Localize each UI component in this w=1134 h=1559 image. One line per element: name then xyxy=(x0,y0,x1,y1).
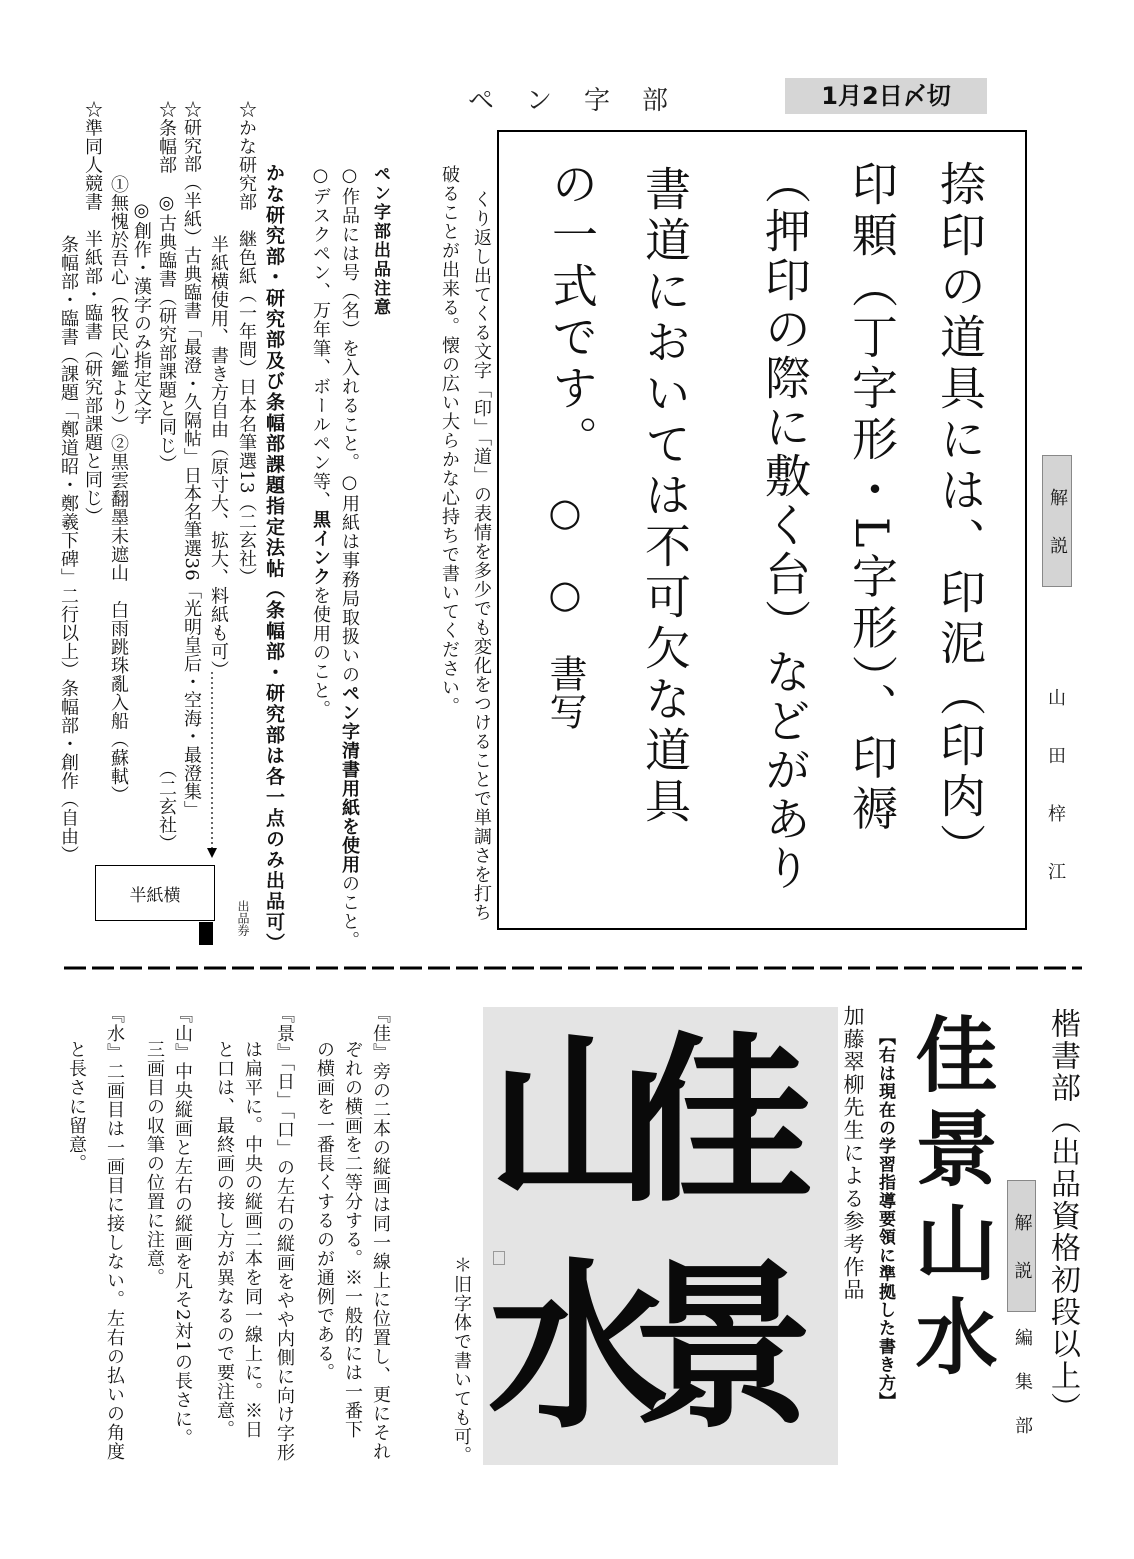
pen-sample-signature: ○ ○ 書写 xyxy=(543,490,587,730)
assignment-line: ☆研究部（半紙）古典臨書「最澄・久隔帖」日本名筆選36「光明皇后・空海・最澄集」 xyxy=(181,100,202,819)
reference-calligraphy-image xyxy=(483,1007,838,1465)
calligraphy-char: 山 xyxy=(488,1016,669,1227)
explanation-line: ぞれの横画を二等分する。※一般的には一番下 xyxy=(342,1040,363,1439)
explanation-line: と口は、最終画の接し方が異なるので要注意。 xyxy=(214,1040,235,1439)
explanation-line: と長さに留意。 xyxy=(66,1040,87,1173)
calligraphy-char: 佳 xyxy=(633,1016,814,1227)
notes-title: ペン字部出品注意 xyxy=(370,165,390,317)
pen-section-heading: ペン字部 xyxy=(468,86,701,116)
note-item xyxy=(340,165,358,950)
commentary-label: 解説 xyxy=(1047,488,1068,584)
calligraphy-char: 景 xyxy=(633,1242,814,1453)
assignment-line: ☆条幅部 ◎古典臨書（研究部課題と同じ） xyxy=(156,100,177,473)
explanation-line: 『水』二画目は一画目に接しない。左右の払いの角度 xyxy=(104,1005,125,1461)
entry-ticket-label: 出品券 xyxy=(236,900,250,936)
note-text: を使用のこと。 xyxy=(310,586,331,719)
explanation-line: 『山』中央縦画と左右の縦画を凡そ2対1の長さに。 xyxy=(172,1005,193,1448)
dotted-arrow-icon xyxy=(200,668,224,864)
assignment-line: ☆かな研究部 継色紙（一年間）日本名筆選13（二玄社） xyxy=(236,100,257,587)
guideline-note: 【右は現在の学習指導要領に準拠した書き方】 xyxy=(875,1028,895,1411)
assignment-line: ☆準同人競書 半紙部・臨書（研究部課題と同じ） xyxy=(82,100,103,526)
note-text: ○作品には号（名）を入れること。○用紙は事務局取扱いの xyxy=(339,165,360,684)
pen-sample-line: の一式です。 xyxy=(545,160,599,466)
commentary-label-badge xyxy=(1042,455,1072,587)
explanation-line: 三画目の収筆の位置に注意。 xyxy=(144,1040,165,1287)
pen-sample-line: 印顆（丁字形・L字形）、印褥 xyxy=(845,160,899,836)
section-divider xyxy=(64,964,1082,972)
commentary-author: 山田梓江 xyxy=(1045,688,1066,920)
seal-mark xyxy=(493,1251,505,1265)
paper-orientation-label: 半紙横 xyxy=(129,885,181,906)
assignment-line: （二玄社） xyxy=(156,760,177,853)
pen-sample-line: （押印の際に敷く台）などがあり xyxy=(758,158,812,893)
note-text: のこと。 xyxy=(339,874,360,950)
kaisho-section-heading: 楷書部（出品資格初段以上） xyxy=(1045,1008,1080,1424)
note-emphasis: ペン字清書用紙を使用 xyxy=(339,684,360,874)
assignment-line: ◎創作・漢字のみ指定文字 xyxy=(131,200,152,425)
old-form-note: ＊旧字体で書いても可。 xyxy=(451,1256,472,1465)
note-text: ○デスクペン、万年筆、ボールペン等、 xyxy=(310,165,331,510)
note-item xyxy=(311,165,329,719)
kaisho-commentary-label-badge xyxy=(1007,1180,1036,1312)
assignment-line: ①無愧於吾心（牧民心鑑より）②黒雲翻墨未遮山 白雨跳珠亂入船（蘇軾） xyxy=(108,175,129,804)
deadline-badge: 1月2日〆切 xyxy=(785,78,987,114)
explanation-line: 『佳』旁の二本の縦画は同一線上に位置し、更にそれ xyxy=(370,1005,391,1461)
explanation-line: は扁平に。中央の縦画二本を同一線上に。※日 xyxy=(242,1040,263,1439)
explanation-line: 『景』「日」「口」の左右の縦画をやや内側に向け字形 xyxy=(274,1005,295,1462)
pen-sample-line: 捺印の道具には、印泥（印肉） xyxy=(933,160,987,874)
assignment-line: 条幅部・臨書（課題「鄭道昭・鄭羲下碑」二行以上）条幅部・創作（自由） xyxy=(58,235,79,864)
paper-orientation-box xyxy=(95,865,215,921)
commentary-line: 破ることが出来る。懐の広い大らかな心持ちで書いてください。 xyxy=(439,165,460,716)
kaisho-subject: 佳景山水 xyxy=(902,1012,998,1388)
entry-ticket-marker xyxy=(199,922,213,945)
assignments-title: かな研究部・研究部及び条幅部課題指定法帖（条幅部・研究部は各一点のみ出品可） xyxy=(263,163,285,954)
reference-credit: 加藤翠柳先生による参考作品 xyxy=(841,1005,865,1302)
kaisho-commentary-author: 編集部 xyxy=(1012,1328,1033,1460)
assignment-line: 半紙横使用、書き方自由（原寸大、拡大、料紙も可） xyxy=(208,235,229,679)
calligraphy-char: 水 xyxy=(488,1242,669,1453)
note-emphasis: 黒インク xyxy=(310,510,331,586)
explanation-line: の横画を一番長くするのが通例である。 xyxy=(314,1040,335,1382)
pen-sample-line: 書道においては不可欠な道具 xyxy=(638,165,692,828)
commentary-line: くり返し出てくる文字「印」「道」の表情を多少でも変化をつけることで単調さを打ち xyxy=(471,190,492,922)
kaisho-commentary-label: 解説 xyxy=(1011,1213,1033,1309)
